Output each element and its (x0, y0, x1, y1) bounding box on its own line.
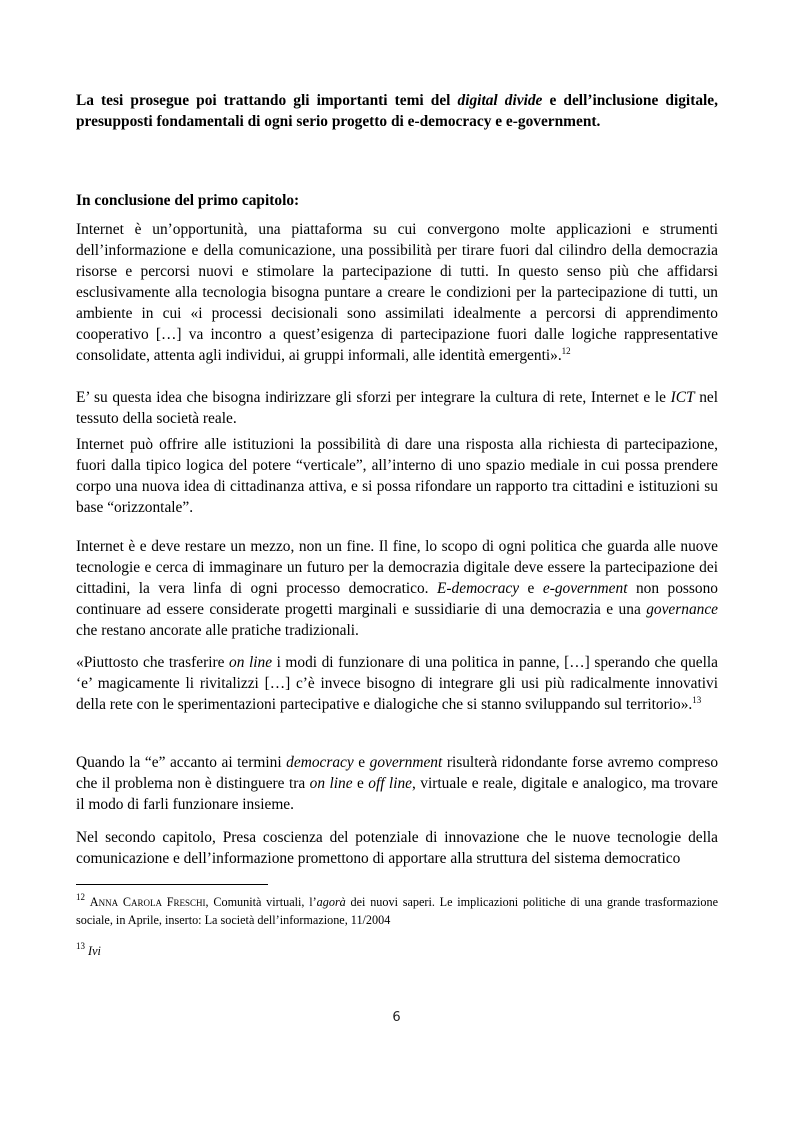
italic-run: Ivi (88, 944, 101, 958)
italic-run: agorà (316, 895, 346, 909)
text-run: Quando la “e” accanto ai termini (76, 754, 287, 771)
text-run: nel tessuto della società reale. (76, 389, 718, 427)
paragraph (76, 387, 718, 429)
italic-run: off line (368, 775, 413, 792)
text-run: Internet è un’opportunità, una piattaforma su cui convergono molte applicazioni e strumenti dell’informazione e della comunicazione, una possibilità per tirare fuori dal cilindro della democrazia risorse e percorsi nuovi e stimolare la partecipazione di tutti. In questo senso più che affidarsi esclusivamente alla tecnologia bisogna puntare a creare le condizioni per la partecipazione di tutti, un ambiente in cui «i processi decisionali sono assimilati idealmente a percorsi di apprendimento cooperativo […] va incontro a quest’esigenza di partecipazione fuori dalle logiche rappresentative consolidate, attenta agli individui, ai gruppi informali, alle identità emergenti». (76, 221, 718, 364)
paragraph (76, 652, 718, 715)
text-run: e (353, 754, 370, 771)
text-run: non possono continuare ad essere considerate progetti marginali e sussidiarie di una democrazia e una (76, 580, 718, 618)
text-run: Nel secondo capitolo, Presa coscienza del potenziale di innovazione che le nuove tecnologie della comunicazione e dell’informazione promettono di apportare alla struttura del sistema democratico (76, 829, 718, 867)
text-run: Internet può offrire alle istituzioni la possibilità di dare una risposta alla richiesta di partecipazione, fuori dalla tipico logica del potere “verticale”, all’interno di uno spazio mediale in cui possa prendere corpo una nuova idea di cittadinanza attiva, e si possa rifondare un rapporto tra cittadini e istituzioni su base “orizzontale”. (76, 436, 718, 516)
text-run: E’ su questa idea che bisogna indirizzare gli sforzi per integrare la cultura di rete, Internet e le (76, 389, 671, 406)
paragraph (76, 536, 718, 641)
author-name: Anna Carola Freschi (89, 895, 206, 909)
italic-run: government (369, 754, 443, 771)
italic-run: democracy (286, 754, 354, 771)
intro-paragraph (76, 90, 718, 132)
footnote-reference: 12 (76, 892, 85, 902)
section-heading: In conclusione del primo capitolo: (76, 192, 300, 209)
text-run: , Comunità virtuali, l’ (205, 895, 317, 909)
text-run: , virtuale e reale, digitale e analogico, ma trovare il modo di farli funzionare insieme. (76, 775, 718, 813)
paragraph (76, 434, 718, 518)
text-run: e (352, 775, 369, 792)
italic-run: ICT (670, 389, 695, 406)
text-run: e (519, 580, 543, 597)
italic-run: E-democracy (437, 580, 520, 597)
italic-run: digital divide (457, 92, 543, 109)
italic-run: on line (309, 775, 353, 792)
footnote-reference: 13 (76, 941, 85, 951)
text-run: La tesi prosegue poi trattando gli importanti temi del (76, 92, 458, 109)
footnote-12 (76, 893, 718, 929)
text-run: Internet è e deve restare un mezzo, non un fine. Il fine, lo scopo di ogni politica che guarda alle nuove tecnologie e cerca di immaginare un futuro per la democrazia digitale deve essere la partecipazione dei cittadini, la vera linfa di ogni processo democratico. (76, 538, 718, 597)
italic-run: on line (229, 654, 273, 671)
text-run: «Piuttosto che trasferire (76, 654, 229, 671)
paragraph (76, 752, 718, 815)
text-run: che restano ancorate alle pratiche tradizionali. (76, 622, 359, 639)
paragraph (76, 827, 718, 869)
page-number: 6 (392, 1010, 401, 1025)
italic-run: e-government (542, 580, 628, 597)
footnote-separator (76, 884, 268, 885)
footnote-reference: 13 (692, 695, 702, 705)
text-run: e dell’inclusione digitale, presupposti fondamentali di ogni serio progetto di e-democracy e e-government. (76, 92, 718, 130)
text-run: dei nuovi saperi. Le implicazioni politiche di una grande trasformazione sociale, in Aprile, inserto: La società dell’informazione, 11/2004 (76, 895, 719, 927)
footnote-reference: 12 (561, 346, 571, 356)
footnote-13 (76, 942, 718, 960)
paragraph (76, 219, 718, 366)
text-run: risulterà ridondante forse avremo compreso che il problema non è distinguere tra (76, 754, 719, 792)
text-run: i modi di funzionare di una politica in panne, […] sperando che quella ‘e’ magicamente li rivitalizzi […] c’è invece bisogno di integrare gli usi più radicalmente innovativi della rete con le sperimentazioni partecipative e dialogiche che si stanno sviluppando sul territorio». (76, 654, 718, 713)
italic-run: governance (646, 601, 718, 618)
